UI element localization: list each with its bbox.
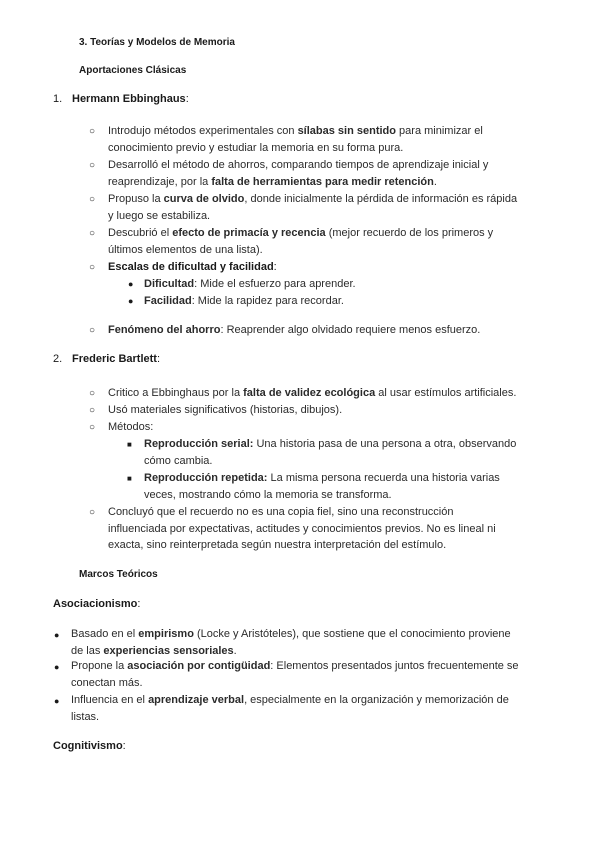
circle-bullet-icon: ○ [89, 228, 96, 239]
bartlett-heading [72, 351, 160, 368]
list-item [108, 504, 496, 554]
circle-bullet-icon: ○ [89, 405, 96, 416]
list-item [71, 626, 511, 659]
item-text-line2: cómo cambia. [144, 454, 213, 467]
sub-list-item [144, 293, 344, 310]
scales-item [108, 259, 277, 276]
item-text: al usar estímulos artificiales. [375, 387, 517, 399]
colon: : [156, 353, 161, 365]
ebbinghaus-heading [72, 91, 189, 108]
subheading-classic-contributions: Aportaciones Clásicas [79, 65, 187, 76]
disc-bullet-icon: ● [54, 696, 60, 706]
cognitivismo-title: Cognitivismo [53, 740, 123, 752]
circle-bullet-icon: ○ [89, 126, 96, 137]
item-bold-text: empirismo [138, 628, 194, 640]
colon: : [185, 93, 189, 105]
list-item [108, 123, 483, 156]
disc-bullet-icon: ● [54, 662, 60, 672]
item-text: Propuso la [108, 193, 164, 205]
list-item: Usó materiales significativos (historias, dibujos). [108, 404, 343, 416]
item-bold-text: curva de olvido [163, 193, 245, 205]
square-bullet-icon: ■ [127, 474, 132, 483]
section-title: 3. Teorías y Modelos de Memoria [79, 37, 235, 48]
square-bullet-icon: ■ [127, 440, 132, 449]
sub-list-item [144, 436, 516, 469]
item-text: : Mide la rapidez para recordar. [191, 295, 344, 307]
item-text-line2: y luego se estabiliza. [108, 209, 211, 222]
list-number-2: 2. [53, 353, 63, 365]
item-text: : Elementos presentados juntos frecuentemente se [270, 660, 519, 672]
item-text: La misma persona recuerda una historia varias [267, 472, 500, 484]
circle-bullet-icon: ○ [89, 422, 96, 433]
item-text: exacta, sino reinterpretada según nuestra interpretación del estímulo. [108, 539, 447, 551]
item-text: reaprendizaje, por la [108, 175, 212, 188]
bartlett-name: Frederic Bartlett [72, 353, 157, 365]
disc-bullet-icon: ● [54, 630, 60, 640]
item-text: , especialmente en la organización y memorización de [244, 694, 509, 706]
list-item [108, 385, 516, 402]
list-item [108, 322, 480, 339]
circle-bullet-icon: ○ [89, 262, 96, 273]
list-item [108, 191, 517, 224]
sub-list-item [144, 470, 500, 503]
item-text-line2: últimos elementos de una lista). [108, 243, 263, 256]
item-bold-text: sílabas sin sentido [297, 125, 396, 137]
list-item [108, 225, 493, 258]
item-bold-text: aprendizaje verbal [148, 694, 245, 706]
circle-bullet-icon: ○ [89, 325, 96, 336]
asociacionismo-title: Asociacionismo [53, 598, 138, 610]
item-text: , donde inicialmente la pérdida de información es rápida [244, 193, 518, 205]
item-bold-text: efecto de primacía y recencia [172, 227, 326, 239]
circle-bullet-icon: ○ [89, 160, 96, 171]
item-bold-text: experiencias sensoriales [103, 644, 234, 657]
item-bold-text: asociación por contigüidad [127, 660, 271, 672]
item-text: Critico a Ebbinghaus por la [108, 387, 244, 399]
item-text-line2: conocimiento previo y estudiar la memoria en su forma pura. [108, 141, 404, 154]
item-text: : Mide el esfuerzo para aprender. [194, 278, 356, 290]
colon: : [137, 598, 141, 610]
list-item [108, 157, 488, 190]
item-text: Una historia pasa de una persona a otra, observando [253, 438, 517, 450]
item-bold-text: Fenómeno del ahorro [108, 324, 221, 336]
item-bold-text: Dificultad [144, 278, 195, 290]
item-text: para minimizar el [395, 125, 483, 137]
item-text: Descubrió el [108, 227, 173, 239]
colon: : [273, 261, 277, 273]
item-bold-text: falta de validez ecológica [243, 387, 376, 399]
sub-list-item [144, 276, 356, 293]
item-text: Introdujo métodos experimentales con [108, 125, 298, 137]
item-text: influenciada por expectativas, actitudes y conocimientos previos. No es lineal ni [108, 522, 496, 535]
disc-bullet-icon: ● [128, 279, 134, 289]
item-text: (mejor recuerdo de los primeros y [325, 227, 494, 239]
item-text: Desarrolló el método de ahorros, comparando tiempos de aprendizaje inicial y [108, 159, 489, 171]
asociacionismo-heading [53, 596, 140, 613]
item-text: Influencia en el [71, 694, 149, 706]
disc-bullet-icon: ● [128, 296, 134, 306]
item-bold-text: falta de herramientas para medir retención [211, 175, 434, 188]
item-text-line2: veces, mostrando cómo la memoria se transforma. [144, 488, 392, 501]
list-item [71, 692, 509, 725]
list-item [71, 658, 519, 691]
item-text: de las [71, 644, 104, 657]
item-text: Propone la [71, 660, 128, 672]
cognitivismo-heading [53, 738, 126, 755]
item-bold-text: Reproducción repetida: [144, 472, 268, 484]
item-text: . [433, 175, 437, 188]
item-text: : Reaprender algo olvidado requiere menos esfuerzo. [220, 324, 481, 336]
item-bold-text: Reproducción serial: [144, 438, 254, 450]
item-text-line2: conectan más. [71, 676, 143, 689]
circle-bullet-icon: ○ [89, 507, 96, 518]
scales-label: Escalas de dificultad y facilidad [108, 261, 274, 273]
colon: : [122, 740, 126, 752]
item-text: . [233, 644, 237, 657]
circle-bullet-icon: ○ [89, 388, 96, 399]
list-number-1: 1. [53, 93, 63, 105]
item-bold-text: Facilidad [144, 295, 192, 307]
item-text-line2: listas. [71, 710, 100, 723]
methods-label: Métodos: [108, 421, 154, 433]
item-text: Concluyó que el recuerdo no es una copia fiel, sino una reconstrucción [108, 506, 454, 518]
subheading-theoretical-frameworks: Marcos Teóricos [79, 569, 158, 580]
item-text: Basado en el [71, 628, 139, 640]
item-text: (Locke y Aristóteles), que sostiene que el conocimiento proviene [193, 628, 511, 640]
ebbinghaus-name: Hermann Ebbinghaus [72, 93, 186, 105]
circle-bullet-icon: ○ [89, 194, 96, 205]
